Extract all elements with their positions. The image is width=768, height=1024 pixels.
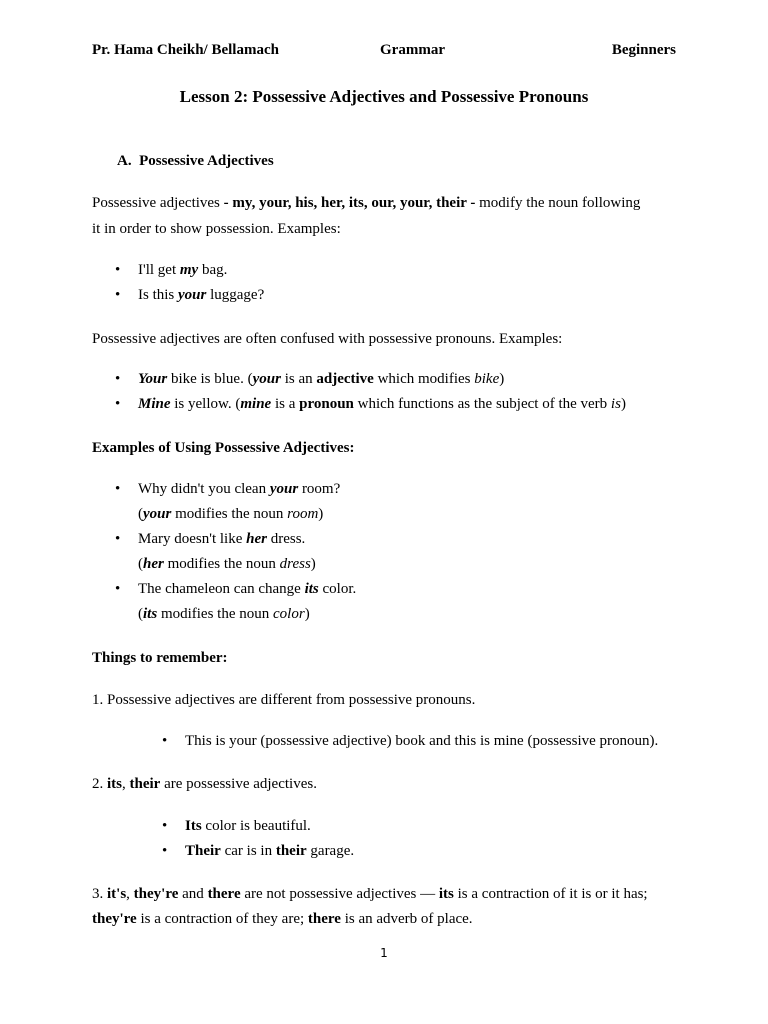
note-text: ) xyxy=(310,556,316,572)
note-text: ) xyxy=(304,606,310,622)
header-author: Pr. Hama Cheikh/ Bellamach xyxy=(92,42,279,58)
remember-text: is an adverb of place. xyxy=(340,911,473,927)
remember-text: , xyxy=(122,776,130,792)
example-emphasis: its xyxy=(304,581,319,597)
list-item xyxy=(162,839,355,864)
remember-bold: there xyxy=(207,886,241,902)
remember-bold: there xyxy=(307,911,341,927)
remember-text: color is beautiful. xyxy=(201,818,311,834)
header-level: Beginners xyxy=(611,42,676,58)
example-text: I'll get xyxy=(138,262,180,278)
bullet-icon: • xyxy=(115,371,121,387)
example-emphasis: your xyxy=(178,287,207,303)
example-text: bike is blue. ( xyxy=(167,371,253,387)
remember-bold: their xyxy=(129,776,161,792)
example-text: color. xyxy=(318,581,357,597)
example-text: luggage? xyxy=(206,287,265,303)
section-a-title: Possessive Adjectives xyxy=(139,153,274,169)
bullet-icon: • xyxy=(115,581,121,597)
page-header xyxy=(92,42,676,62)
possessive-list: my, your, his, her, its, our, your, their xyxy=(232,195,467,211)
remember-text: is a contraction of it is or it has; xyxy=(453,886,648,902)
note-italic: room xyxy=(287,506,319,522)
remember-1-example: This is your (possessive adjective) book and this is mine (possessive pronoun). xyxy=(185,733,659,749)
bullet-icon: • xyxy=(162,818,168,834)
lesson-title: Lesson 2: Possessive Adjectives and Possessive Pronouns xyxy=(179,87,589,106)
example-emphasis: your xyxy=(252,371,281,387)
section-a-heading xyxy=(117,148,707,174)
bullet-icon: • xyxy=(115,262,121,278)
note-text: ( xyxy=(138,556,143,572)
example-emphasis: her xyxy=(246,531,267,547)
example-emphasis: mine xyxy=(240,396,272,412)
remember-bold: Their xyxy=(185,843,221,859)
note-text: modifies the noun xyxy=(163,556,280,572)
example-text: bag. xyxy=(198,262,228,278)
list-item xyxy=(115,367,505,392)
note-italic: dress xyxy=(279,556,311,572)
remember-bold: Its xyxy=(185,818,202,834)
confused-paragraph: Possessive adjectives are often confused with possessive pronouns. Examples: xyxy=(92,331,563,347)
example-text: The chameleon can change xyxy=(138,581,305,597)
note-emphasis: your xyxy=(143,506,172,522)
remember-bold: they're xyxy=(92,911,137,927)
list-item xyxy=(115,527,306,552)
page-number: 1 xyxy=(380,946,388,960)
note-text: modifies the noun xyxy=(157,606,274,622)
remember-bold: its xyxy=(107,776,122,792)
list-item xyxy=(115,477,341,502)
example-italic: bike xyxy=(474,371,500,387)
note-text: ( xyxy=(138,506,143,522)
bullet-icon: • xyxy=(162,733,168,749)
header-subject: Grammar xyxy=(380,42,445,58)
note-text: ) xyxy=(318,506,324,522)
example-text: is an xyxy=(280,371,317,387)
example-text: ) xyxy=(620,396,626,412)
example-bold: pronoun xyxy=(299,396,354,412)
bullet-icon: • xyxy=(115,481,121,497)
example-emphasis: your xyxy=(269,481,299,497)
remember-bold: its xyxy=(438,886,454,902)
remember-heading: Things to remember: xyxy=(92,650,228,666)
example-text: room? xyxy=(298,481,341,497)
using-heading: Examples of Using Possessive Adjectives: xyxy=(92,440,355,456)
bullet-icon: • xyxy=(115,531,121,547)
example-note xyxy=(138,552,316,577)
intro-dash-1: - xyxy=(223,195,233,211)
list-item xyxy=(162,814,311,839)
example-bold: adjective xyxy=(316,371,374,387)
example-text: Is this xyxy=(138,287,179,303)
example-emphasis: Mine xyxy=(138,396,171,412)
list-item xyxy=(115,577,357,602)
note-emphasis: its xyxy=(143,606,158,622)
remember-3-line-1 xyxy=(92,881,682,907)
remember-text: car is in xyxy=(220,843,276,859)
example-text: dress. xyxy=(266,531,306,547)
remember-bold: they're xyxy=(133,886,179,902)
example-text: which functions as the subject of the verb xyxy=(353,396,611,412)
remember-text: are not possessive adjectives — xyxy=(240,886,439,902)
bullet-icon: • xyxy=(162,843,168,859)
remember-text: , xyxy=(126,886,134,902)
remember-number: 2. xyxy=(92,776,107,792)
example-text: ) xyxy=(499,371,505,387)
bullet-icon: • xyxy=(115,396,121,412)
list-item xyxy=(115,392,626,417)
example-text: Why didn't you clean xyxy=(138,481,270,497)
remember-text: is a contraction of they are; xyxy=(136,911,308,927)
intro-text-1: Possessive adjectives xyxy=(92,195,224,211)
remember-1: 1. Possessive adjectives are different from possessive pronouns. xyxy=(92,692,476,708)
example-italic: is xyxy=(610,396,621,412)
remember-2 xyxy=(92,771,682,797)
intro-line-1 xyxy=(92,190,682,216)
remember-bold: their xyxy=(275,843,307,859)
bullet-icon: • xyxy=(115,287,121,303)
list-item xyxy=(162,729,659,754)
note-emphasis: her xyxy=(143,556,164,572)
remember-bold: it's xyxy=(107,886,127,902)
section-a-marker: A. xyxy=(117,153,132,169)
intro-line-2: it in order to show possession. Examples: xyxy=(92,221,341,237)
note-text: ( xyxy=(138,606,143,622)
example-note xyxy=(138,602,310,627)
example-note xyxy=(138,502,323,527)
remember-text: are possessive adjectives. xyxy=(160,776,317,792)
example-emphasis: my xyxy=(179,262,199,278)
list-item xyxy=(115,258,228,283)
example-text: which modifies xyxy=(373,371,475,387)
remember-text: and xyxy=(178,886,208,902)
remember-number: 3. xyxy=(92,886,107,902)
intro-text-2: modify the noun following xyxy=(475,195,641,211)
example-text: Mary doesn't like xyxy=(138,531,247,547)
note-text: modifies the noun xyxy=(171,506,288,522)
remember-3-line-2 xyxy=(92,906,682,932)
intro-dash-2: - xyxy=(466,195,476,211)
note-italic: color xyxy=(273,606,305,622)
list-item xyxy=(115,283,265,308)
example-text: is a xyxy=(271,396,300,412)
example-emphasis: Your xyxy=(138,371,168,387)
remember-text: garage. xyxy=(306,843,355,859)
example-text: is yellow. ( xyxy=(170,396,241,412)
